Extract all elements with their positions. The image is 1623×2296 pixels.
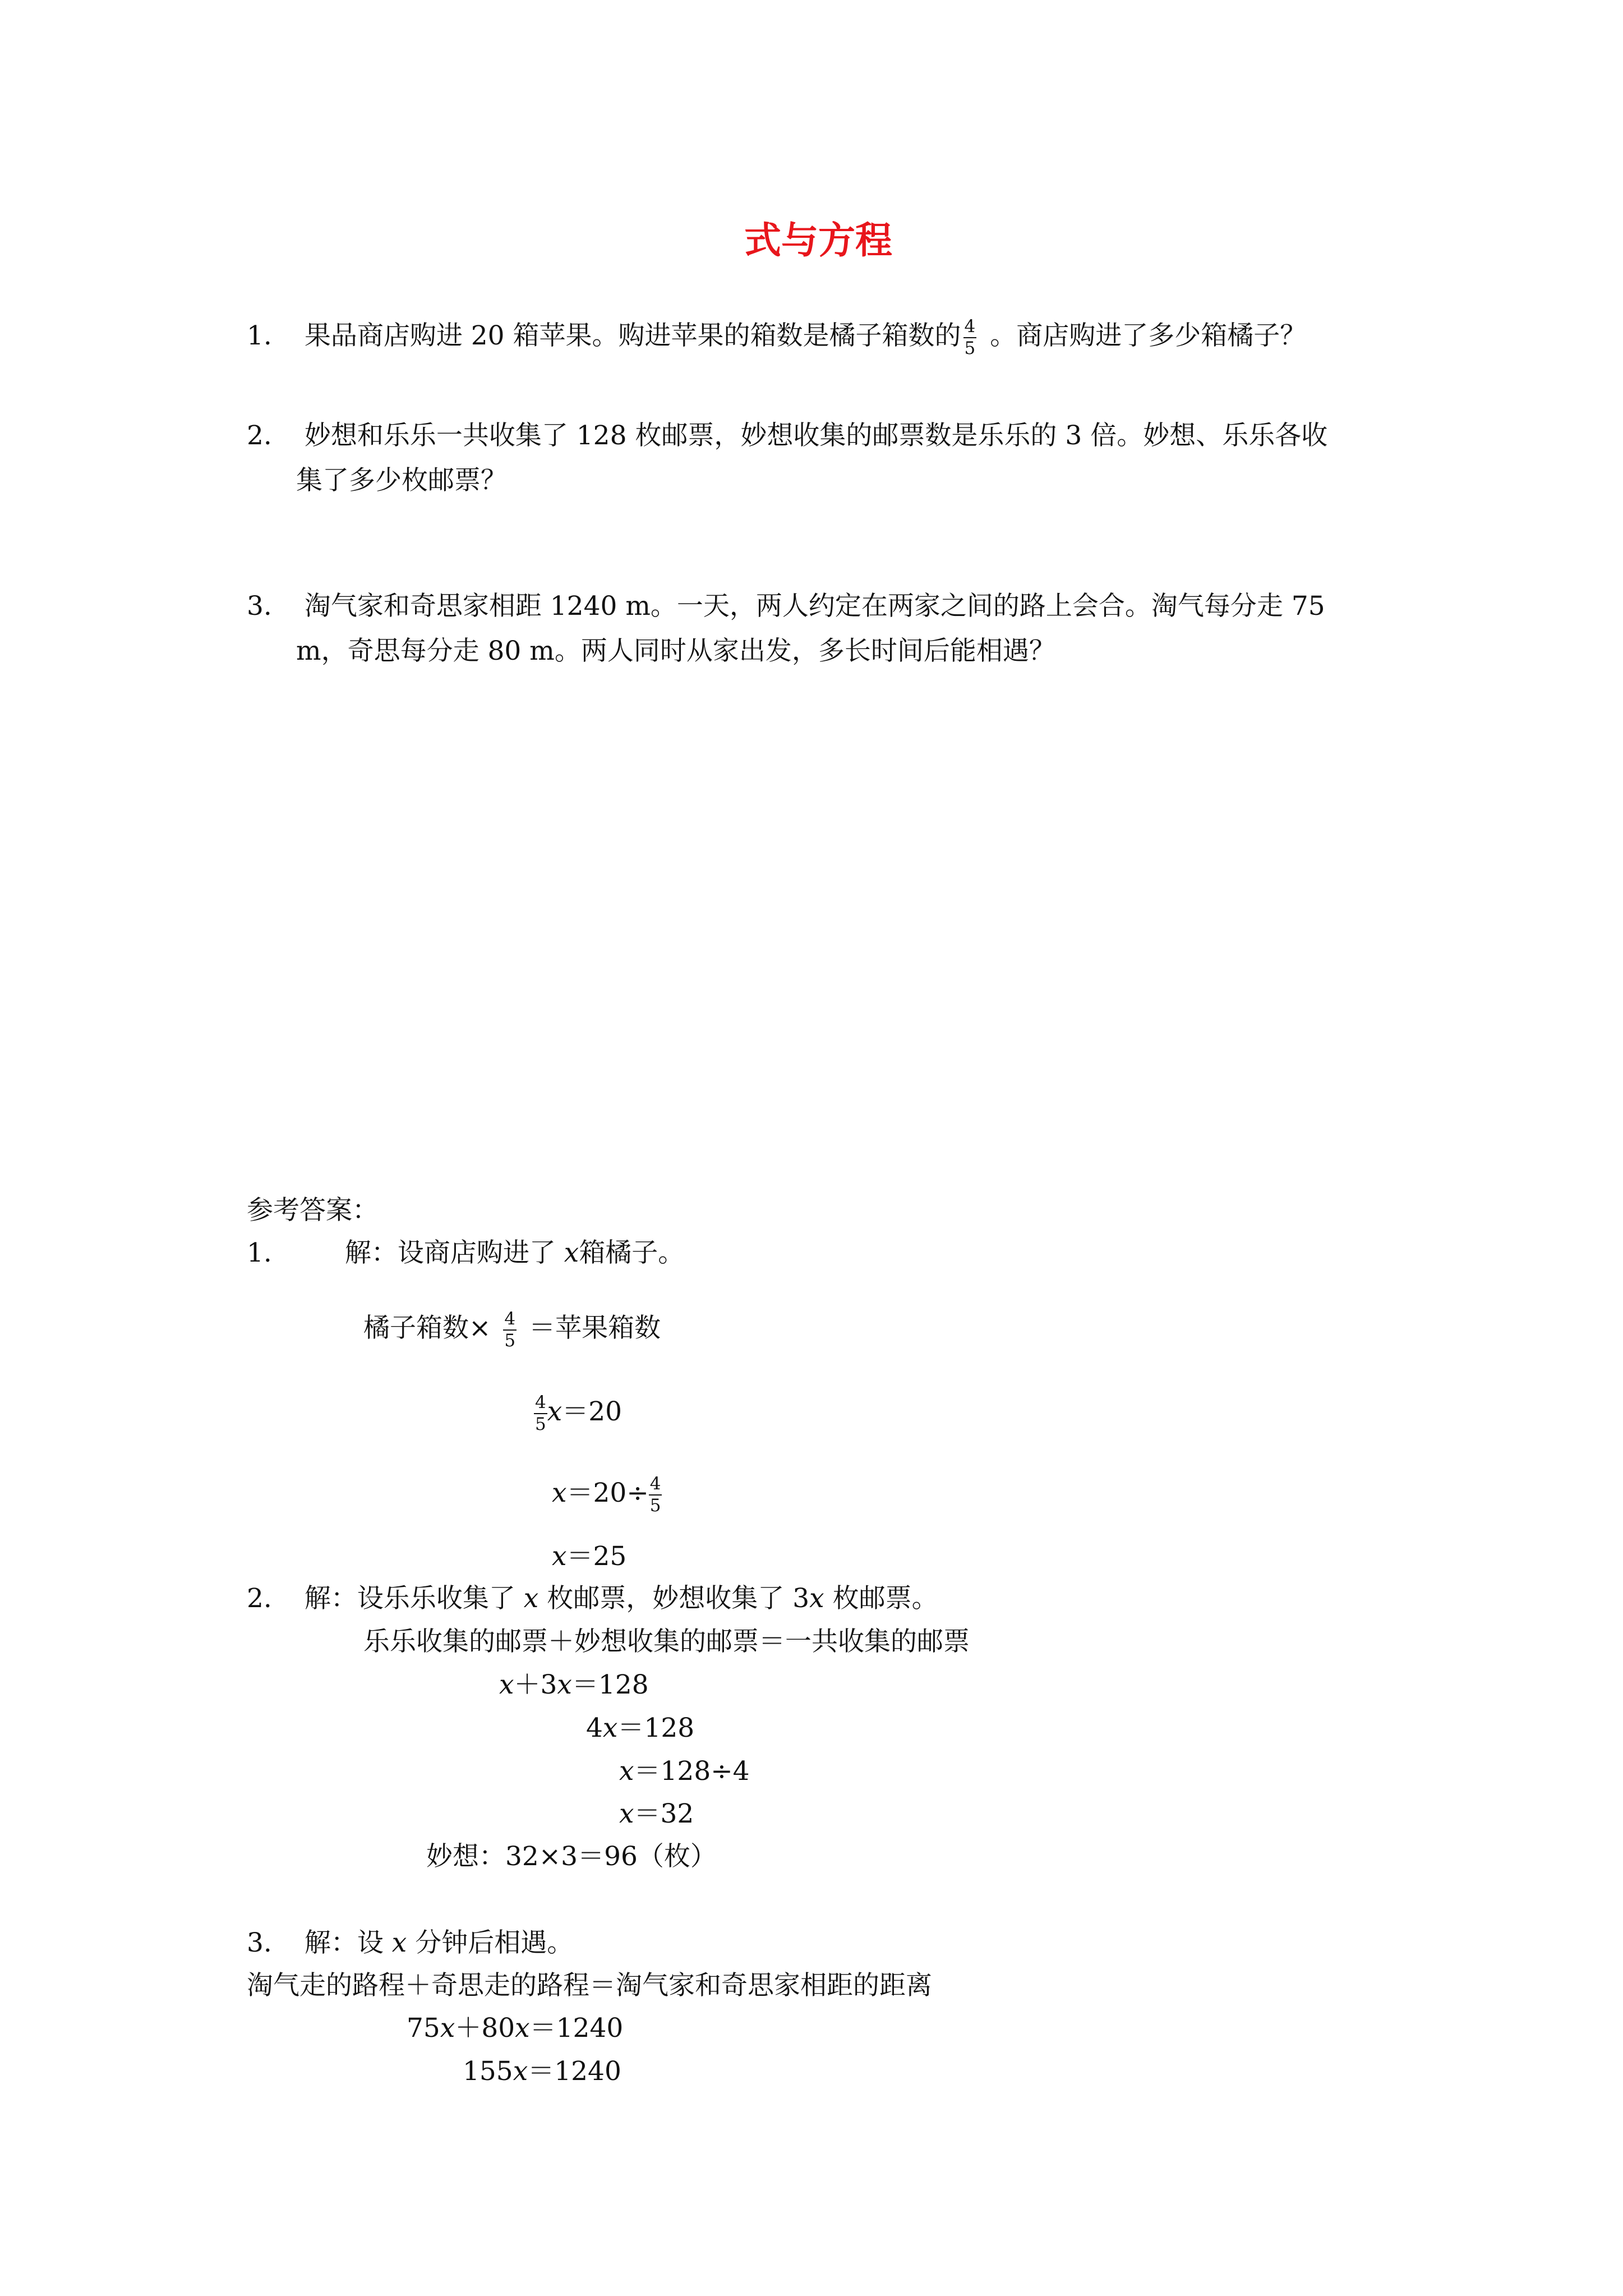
- variable: x: [515, 2013, 530, 2044]
- question-1: [247, 316, 1306, 359]
- fraction-denominator: 5: [504, 1331, 516, 1351]
- answer-1-equation-3: [552, 1543, 626, 1570]
- variable: x: [809, 1583, 824, 1614]
- answer-text: 橘子箱数×: [363, 1313, 491, 1344]
- variable: x: [602, 1713, 618, 1743]
- question-number: 1.: [247, 320, 272, 352]
- answer-text: 解：设商店购进了: [344, 1237, 556, 1268]
- question-text: 。商店购进了多少箱橘子？: [990, 320, 1307, 352]
- variable: x: [552, 1541, 567, 1572]
- answer-2-relation: 乐乐收集的邮票＋妙想收集的邮票＝一共收集的邮票: [363, 1626, 970, 1657]
- answer-3-equation-1: [407, 2013, 624, 2044]
- equation-text: ＝20: [562, 1396, 623, 1428]
- fraction-denominator: 5: [535, 1414, 546, 1435]
- equation-text: 4: [586, 1713, 603, 1743]
- answer-2-final: 妙想：32×3＝96（枚）: [426, 1841, 717, 1872]
- answer-3-setup: [247, 1927, 574, 1958]
- answer-text: 解：设: [304, 1927, 384, 1958]
- fraction-denominator: 5: [649, 1496, 661, 1516]
- question-number: 3.: [247, 591, 272, 622]
- question-3: [247, 591, 1325, 622]
- answer-text: ＝苹果箱数: [529, 1313, 661, 1344]
- equation-text: 155: [463, 2056, 513, 2087]
- variable: x: [523, 1583, 539, 1614]
- variable: x: [564, 1237, 579, 1268]
- answer-number: 3.: [247, 1927, 272, 1958]
- variable: x: [547, 1396, 562, 1428]
- fraction: [503, 1309, 517, 1351]
- page-title: 式与方程: [744, 218, 892, 262]
- answer-number: 2.: [247, 1583, 272, 1614]
- fraction: [963, 316, 977, 359]
- variable: x: [391, 1927, 407, 1958]
- fraction-denominator: 5: [964, 338, 976, 359]
- equation-text: ＝1240: [529, 2013, 624, 2044]
- equation-text: ＝128÷4: [634, 1756, 750, 1787]
- equation-text: ＋3: [514, 1669, 557, 1700]
- fraction-numerator: 4: [535, 1392, 546, 1412]
- fraction: [534, 1392, 547, 1435]
- answer-2-equation-4: [619, 1798, 694, 1829]
- answer-text: 枚邮票，妙想收集了 3: [547, 1583, 810, 1614]
- fraction-numerator: 4: [964, 316, 976, 337]
- question-3-continued: m，奇思每分走 80 m。两人同时从家出发，多长时间后能相遇？: [296, 636, 1055, 666]
- equation-text: ＋80: [455, 2013, 515, 2044]
- equation-text: ＝32: [634, 1798, 694, 1829]
- equation-text: ＝25: [566, 1541, 627, 1572]
- variable: x: [619, 1798, 634, 1829]
- equation-text: ＝1240: [528, 2056, 621, 2087]
- question-text: 妙想和乐乐一共收集了 128 枚邮票，妙想收集的邮票数是乐乐的 3 倍。妙想、乐乐各收: [304, 420, 1328, 451]
- answer-2-equation-3: [619, 1756, 750, 1787]
- equation-text: ＝20÷: [566, 1478, 649, 1509]
- answer-2-equation-2: [586, 1715, 694, 1741]
- fraction-numerator: 4: [649, 1474, 661, 1494]
- answers-heading: 参考答案：: [247, 1195, 379, 1226]
- answer-1-relation: [363, 1309, 661, 1351]
- answer-text: 解：设乐乐收集了: [304, 1583, 515, 1614]
- answer-2-setup: [247, 1585, 938, 1612]
- answer-1-equation-1: [534, 1392, 622, 1435]
- equation-text: ＝128: [617, 1713, 695, 1743]
- variable: x: [619, 1756, 634, 1787]
- answer-1-equation-2: [552, 1474, 662, 1516]
- answer-text: 分钟后相遇。: [415, 1927, 574, 1958]
- answer-text: 箱橘子。: [579, 1237, 685, 1268]
- variable: x: [440, 2013, 455, 2044]
- fraction: [649, 1474, 662, 1516]
- variable: x: [552, 1478, 567, 1509]
- question-text: 淘气家和奇思家相距 1240 m。一天，两人约定在两家之间的路上会合。淘气每分走 75: [304, 591, 1325, 622]
- fraction-numerator: 4: [504, 1309, 516, 1329]
- answer-number: 1.: [247, 1237, 272, 1268]
- question-text: 果品商店购进 20 箱苹果。购进苹果的箱数是橘子箱数的: [304, 320, 961, 352]
- variable: x: [557, 1669, 572, 1700]
- question-2: [247, 422, 1327, 449]
- question-number: 2.: [247, 420, 272, 451]
- equation-text: 75: [407, 2013, 440, 2044]
- answer-2-equation-1: [499, 1669, 649, 1700]
- equation-text: ＝128: [571, 1669, 649, 1700]
- question-2-continued: 集了多少枚邮票？: [296, 465, 507, 496]
- answer-1-setup: [247, 1237, 685, 1268]
- variable: x: [499, 1669, 514, 1700]
- answer-text: 枚邮票。: [832, 1583, 938, 1614]
- answer-3-equation-2: [463, 2058, 621, 2085]
- answer-3-relation: 淘气走的路程＋奇思走的路程＝淘气家和奇思家相距的距离: [247, 1970, 932, 2001]
- variable: x: [513, 2056, 528, 2087]
